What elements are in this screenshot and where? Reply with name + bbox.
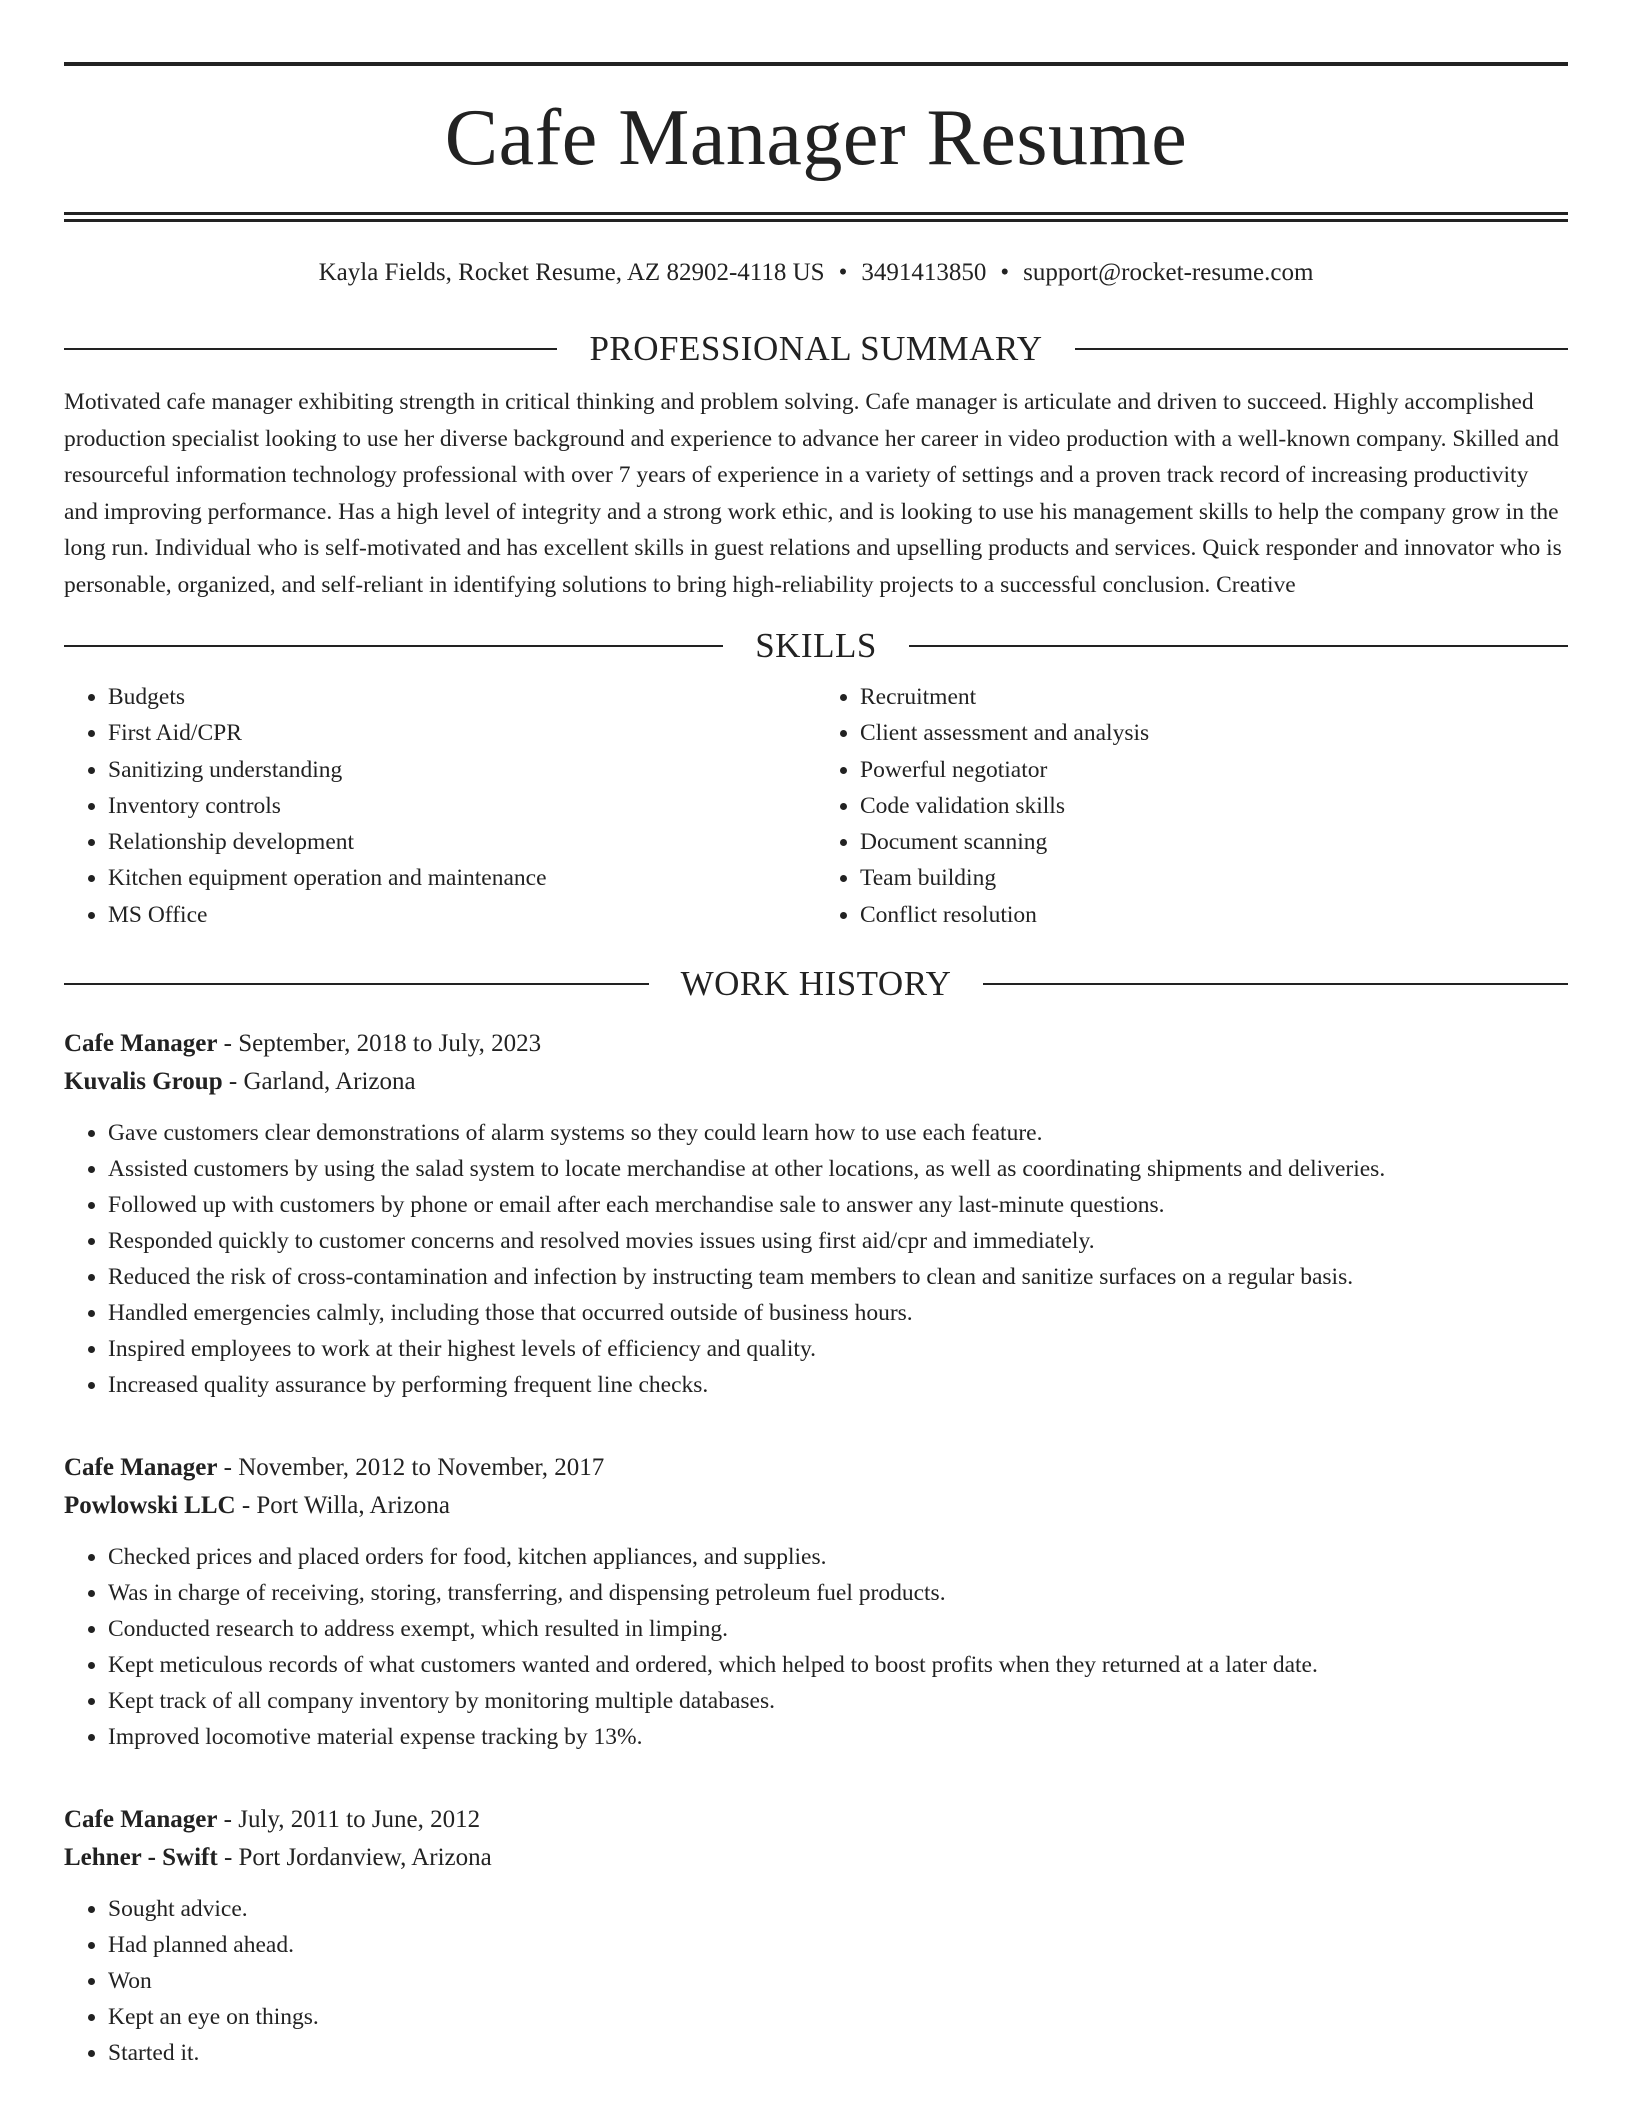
- job-bullet: • Improved locomotive material expense tracking by 13%.: [108, 1719, 1568, 1755]
- job-bullet: • Followed up with customers by phone or email after each merchandise sale to answer any last-minute questions.: [108, 1187, 1568, 1223]
- skill-item: • Sanitizing understanding: [108, 752, 816, 788]
- job-bullets: [64, 1891, 1568, 2071]
- job-bullet: • Handled emergencies calmly, including those that occurred outside of business hours.: [108, 1295, 1568, 1331]
- job-bullet: • Was in charge of receiving, storing, transferring, and dispensing petroleum fuel products.: [108, 1575, 1568, 1611]
- job-dates: - July, 2011 to June, 2012: [223, 1806, 481, 1834]
- skills-columns: [64, 679, 1568, 933]
- skill-item: • Recruitment: [860, 679, 1568, 715]
- section-rule: [1075, 348, 1568, 350]
- job-company: Powlowski LLC: [64, 1492, 236, 1520]
- contact-address: Kayla Fields, Rocket Resume, AZ 82902-4118 US: [318, 259, 825, 286]
- section-rule: [64, 645, 723, 647]
- contact-email: support@rocket-resume.com: [1023, 259, 1314, 286]
- job-bullets: [64, 1539, 1568, 1755]
- job-company-line: [64, 1839, 1568, 1877]
- contact-line: [64, 256, 1568, 290]
- job-bullet: • Started it.: [108, 2035, 1568, 2071]
- job-title-line: [64, 1801, 1568, 1839]
- skill-item: • Client assessment and analysis: [860, 715, 1568, 751]
- job-bullet: • Conducted research to address exempt, which resulted in limping.: [108, 1611, 1568, 1647]
- skill-item: • Kitchen equipment operation and maintenance: [108, 860, 816, 896]
- job-bullet: • Increased quality assurance by performing frequent line checks.: [108, 1367, 1568, 1403]
- skill-item: • Code validation skills: [860, 788, 1568, 824]
- job-title-line: [64, 1449, 1568, 1487]
- job-bullet: • Kept track of all company inventory by monitoring multiple databases.: [108, 1683, 1568, 1719]
- skill-item: • MS Office: [108, 897, 816, 933]
- skill-item: • Conflict resolution: [860, 897, 1568, 933]
- job-company-line: [64, 1063, 1568, 1101]
- job-location: - Port Jordanview, Arizona: [223, 1844, 492, 1872]
- job-bullet: • Had planned ahead.: [108, 1927, 1568, 1963]
- section-rule: [64, 983, 649, 985]
- job-bullet: • Checked prices and placed orders for food, kitchen appliances, and supplies.: [108, 1539, 1568, 1575]
- job-company: Kuvalis Group: [64, 1068, 223, 1096]
- job-location: - Port Willa, Arizona: [241, 1492, 451, 1520]
- work-section-header: [64, 963, 1568, 1005]
- summary-section-header: [64, 328, 1568, 370]
- job-bullet: • Reduced the risk of cross-contamination and infection by instructing team members to clean and sanitize surfaces on a regular basis.: [108, 1259, 1568, 1295]
- double-rule: [64, 212, 1568, 222]
- summary-text: Motivated cafe manager exhibiting strength in critical thinking and problem solving. Cafe manager is articulate and driven to succeed. Highly accomplished production specialist looking to use her diverse background and experience to advance her career in video production with a well-known company. Skilled and resourceful information technology professional with over 7 years of experience in a variety of settings and a proven track record of increasing productivity and improving performance. Has a high level of integrity and a strong work ethic, and is looking to use his management skills to help the company grow in the long run. Individual who is self-motivated and has excellent skills in guest relations and upselling products and services. Quick responder and innovator who is personable, organized, and self-reliant in identifying solutions to bring high-reliability projects to a successful conclusion. Creative: [64, 389, 1562, 598]
- job-bullet: • Assisted customers by using the salad system to locate merchandise at other locations, as well as coordinating shipments and deliveries.: [108, 1151, 1568, 1187]
- job-bullet: • Kept an eye on things.: [108, 1999, 1568, 2035]
- skill-item: • Inventory controls: [108, 788, 816, 824]
- job-bullet: • Responded quickly to customer concerns and resolved movies issues using first aid/cpr and immediately.: [108, 1223, 1568, 1259]
- skills-list-left: [64, 679, 816, 933]
- skills-heading: SKILLS: [755, 626, 877, 665]
- job-title: Cafe Manager: [64, 1030, 218, 1058]
- contact-separator: •: [1000, 259, 1010, 286]
- top-rule: [64, 62, 1568, 66]
- skills-section-header: [64, 625, 1568, 667]
- contact-separator: •: [838, 259, 848, 286]
- section-rule: [909, 645, 1568, 647]
- job-company: Lehner - Swift: [64, 1844, 218, 1872]
- job-bullet: • Inspired employees to work at their highest levels of efficiency and quality.: [108, 1331, 1568, 1367]
- skill-item: • Powerful negotiator: [860, 752, 1568, 788]
- skill-item: • Team building: [860, 860, 1568, 896]
- job-bullet: • Kept meticulous records of what customers wanted and ordered, which helped to boost profits when they returned at a later date.: [108, 1647, 1568, 1683]
- job-title: Cafe Manager: [64, 1806, 218, 1834]
- skill-item: • Budgets: [108, 679, 816, 715]
- job-entry: [64, 1449, 1568, 1755]
- job-bullet: • Gave customers clear demonstrations of alarm systems so they could learn how to use each feature.: [108, 1115, 1568, 1151]
- skill-item: • Relationship development: [108, 824, 816, 860]
- job-bullet: • Won: [108, 1963, 1568, 1999]
- resume-title: Cafe Manager Resume: [444, 94, 1188, 182]
- skills-list-right: [816, 679, 1568, 933]
- job-entry: [64, 1801, 1568, 2071]
- job-entry: [64, 1025, 1568, 1403]
- job-title-line: [64, 1025, 1568, 1063]
- job-company-line: [64, 1487, 1568, 1525]
- section-rule: [64, 348, 557, 350]
- job-bullet: • Sought advice.: [108, 1891, 1568, 1927]
- job-location: - Garland, Arizona: [228, 1068, 416, 1096]
- summary-heading: PROFESSIONAL SUMMARY: [589, 329, 1043, 368]
- job-bullets: [64, 1115, 1568, 1403]
- section-rule: [983, 983, 1568, 985]
- job-dates: - September, 2018 to July, 2023: [223, 1030, 542, 1058]
- skill-item: • Document scanning: [860, 824, 1568, 860]
- contact-phone: 3491413850: [861, 259, 987, 286]
- skill-item: • First Aid/CPR: [108, 715, 816, 751]
- work-heading: WORK HISTORY: [680, 964, 952, 1004]
- job-dates: - November, 2012 to November, 2017: [223, 1454, 605, 1482]
- job-title: Cafe Manager: [64, 1454, 218, 1482]
